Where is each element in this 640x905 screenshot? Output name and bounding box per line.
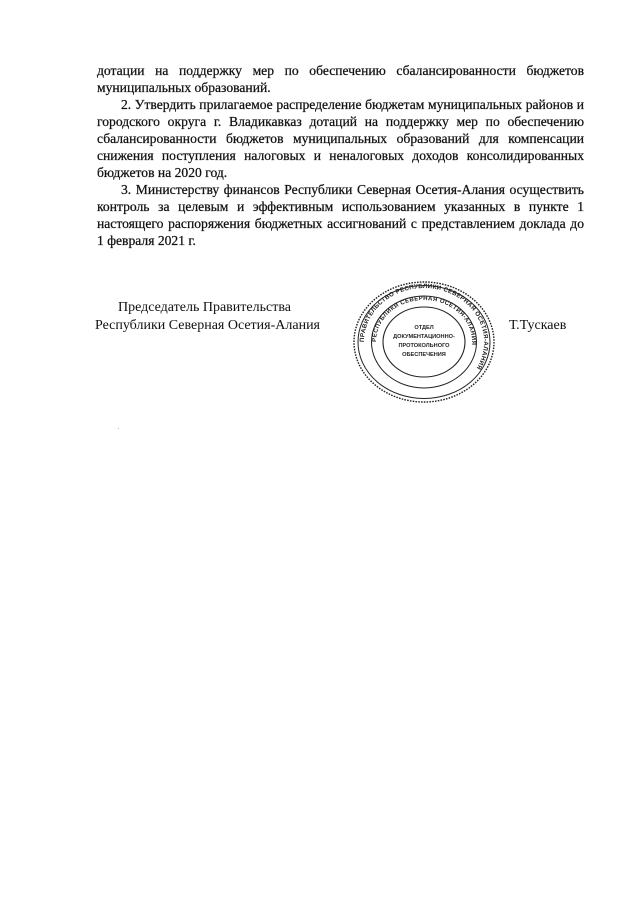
document-body: [97, 62, 584, 249]
signatory-name: Т.Тускаев: [509, 318, 567, 333]
signatory-title: [95, 299, 320, 335]
stamp-center-line-1: ОТДЕЛ: [414, 325, 434, 331]
stamp-center-line-2: ДОКУМЕНТАЦИОННО-: [393, 334, 455, 340]
paragraph-continuation: дотации на поддержку мер по обеспечению сбалансированности бюджетов муниципальных образований.: [97, 63, 584, 95]
stamp-center-line-4: ОБЕСПЕЧЕНИЯ: [402, 352, 446, 358]
stamp-outer-ring-text: ПРАВИТЕЛЬСТВО РЕСПУБЛИКИ СЕВЕРНАЯ ОСЕТИЯ-АЛАНИЯ: [358, 282, 490, 371]
stamp-center-line-3: ПРОТОКОЛЬНОГО: [398, 343, 450, 349]
official-stamp-seal: [352, 280, 496, 404]
signatory-title-line-1: Председатель Правительства: [118, 300, 291, 315]
paragraph-item-2: 2. Утвердить прилагаемое распределение бюджетам муниципальных районов и городского округа г. Владикавказ дотаций на поддержку мер по обеспечению сбалансированности бюджетов муниципальных образований для компенсации снижения поступления налоговых и неналоговых доходов консолидированных бюджетов на 2020 год.: [97, 97, 584, 180]
signatory-title-line-2: Республики Северная Осетия-Алания: [95, 318, 320, 333]
scan-speck: [118, 428, 119, 429]
stamp-inner-ring-text: РЕСПУБЛИКИ СЕВЕРНАЯ ОСЕТИЯ-АЛАНИЯ: [371, 295, 477, 346]
paragraph-item-3: 3. Министерству финансов Республики Северная Осетия-Алания осуществить контроль за целевым и эффективным использованием указанных в пункте 1 настоящего распоряжения бюджетных ассигнований с представлением доклада до 1 февраля 2021 г.: [97, 182, 584, 248]
